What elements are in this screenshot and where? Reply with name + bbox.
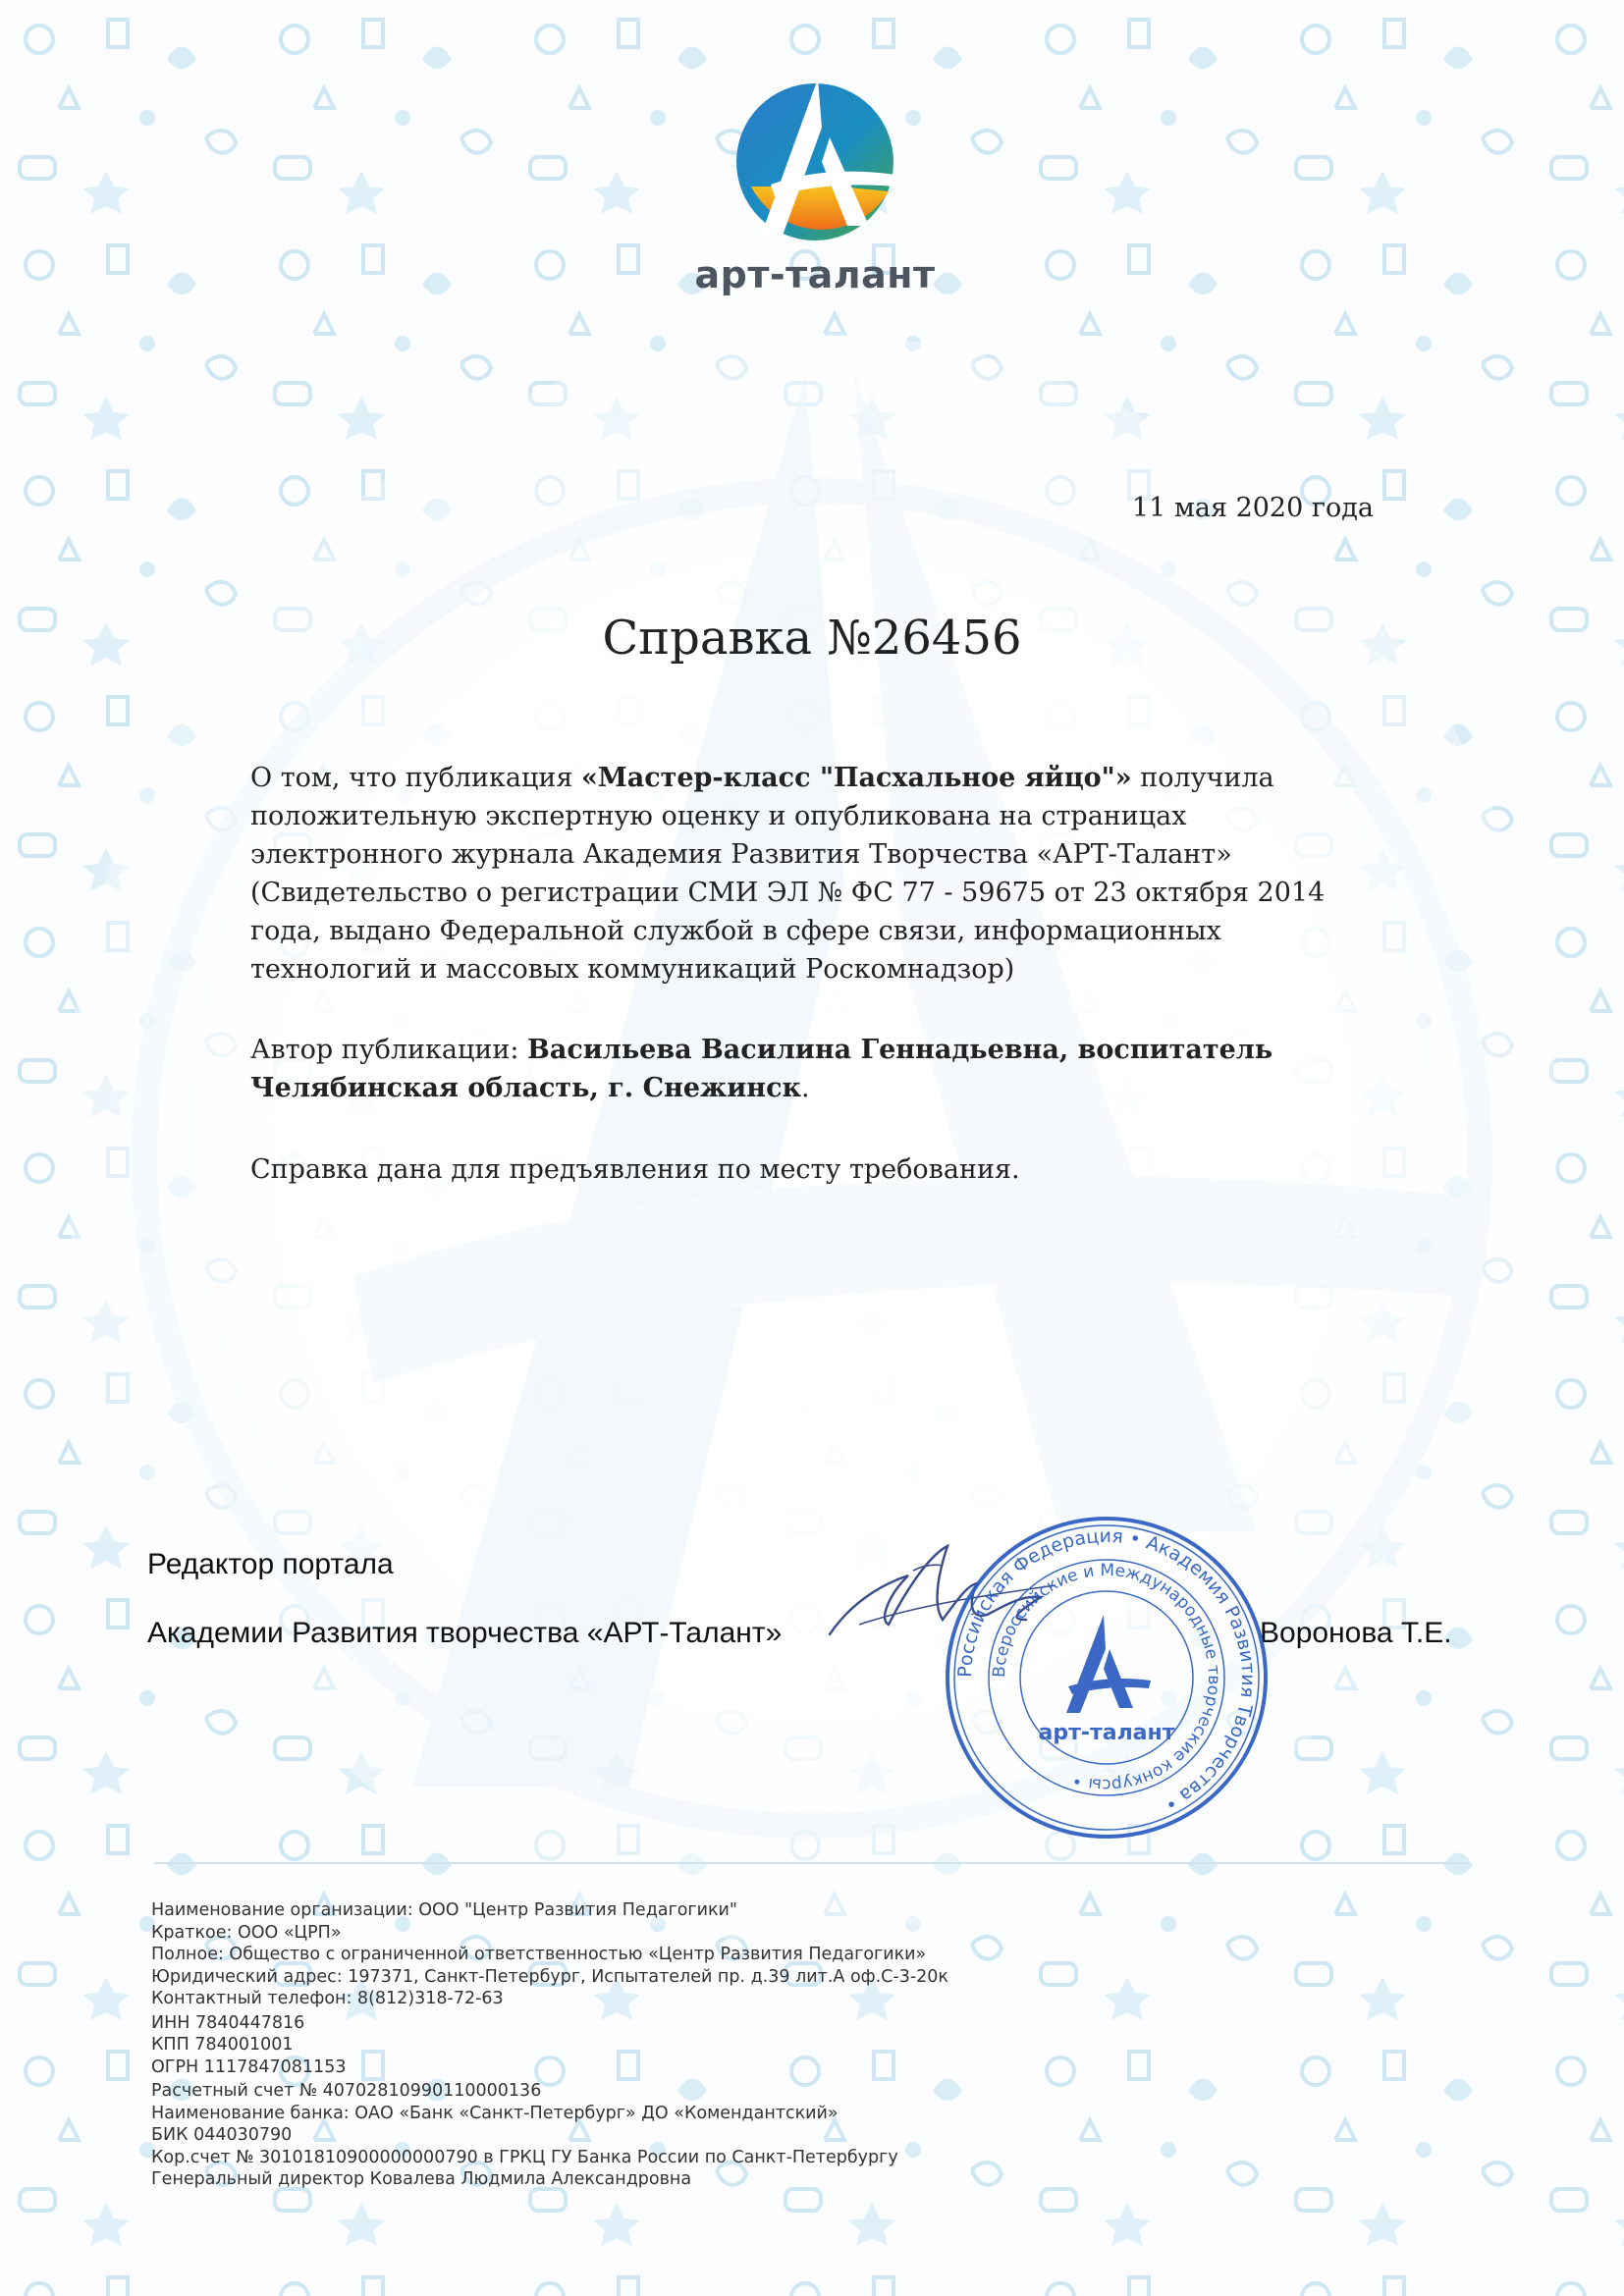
author-location: Челябинская область, г. Снежинск [250, 1073, 802, 1103]
footer-divider [154, 1862, 1468, 1864]
req-director: Генеральный директор Ковалева Людмила Александровна [151, 2169, 692, 2189]
req-account: Расчетный счет № 40702810990110000136 [151, 2081, 542, 2101]
req-bank: Наименование банка: ОАО «Банк «Санкт-Петербург» ДО «Комендантский» [151, 2103, 839, 2123]
req-ogrn: ОГРН 1117847081153 [151, 2056, 347, 2077]
signatory-role-line2: Академии Развития творчества «АРТ-Талант» [147, 1617, 783, 1649]
svg-text:Всероссийские и Международные [990, 1561, 1223, 1794]
req-kpp: КПП 784001001 [151, 2035, 294, 2055]
req-bik: БИК 044030790 [151, 2125, 293, 2145]
req-legal-address: Юридический адрес: 197371, Санкт-Петербург, Испытателей пр. д.39 лит.А оф.С-3-20к [151, 1966, 949, 1987]
page-title: Справка №26456 [602, 611, 1022, 666]
req-short-name: Краткое: ООО «ЦРП» [151, 1922, 342, 1943]
certificate-body [250, 759, 1380, 1189]
req-corr-account: Кор.счет № 30101810900000000790 в ГРКЦ ГУ Банка России по Санкт-Петербургу [151, 2147, 898, 2167]
issue-date: 11 мая 2020 года [1131, 493, 1374, 523]
company-logo [687, 69, 943, 353]
signatory-role-line1: Редактор портала [147, 1548, 394, 1580]
seal-outer-text: Российская Федерация • Академия Развития Творчества • [953, 1524, 1260, 1816]
author-name: Васильева Василина Геннадьевна, воспитатель [527, 1035, 1273, 1065]
logo-text: арт-талант [694, 253, 936, 296]
req-full-name: Полное: Общество с ограниченной ответственностью «Центр Развития Педагогики» [151, 1945, 927, 1964]
logo-emblem-icon [731, 69, 898, 245]
author-label: Автор публикации: [250, 1035, 527, 1065]
req-phone: Контактный телефон: 8(812)318-72-63 [151, 1989, 504, 2008]
company-requisites [151, 1899, 1428, 2191]
publication-title: «Мастер-класс "Пасхальное яйцо"» [580, 763, 1132, 793]
author-end: . [801, 1073, 810, 1103]
author-paragraph [250, 1031, 1380, 1107]
purpose-note: Справка дана для предъявления по месту требования. [250, 1154, 1020, 1185]
main-prefix: О том, что публикация [250, 763, 581, 793]
req-inn: ИНН 7840447816 [151, 2012, 305, 2033]
main-suffix: получила положительную экспертную оценку и опубликована на страницах электронного журнала Академия Развития Творчества «АРТ-Талант» (Свидетельство о регистрации СМИ ЭЛ № ФС 77 - 59675 от 23 октября 2014 года, выдано Федеральной службой в сфере связи, информационных технологий и массовых коммуникаций Роскомнадзор) [250, 763, 1326, 985]
seal-inner-text: Всероссийские и Международные творческие конкурсы • [989, 1560, 1224, 1795]
official-seal [941, 1512, 1272, 1843]
req-org-name: Наименование организации: ООО "Центр Развития Педагогики" [151, 1900, 737, 1920]
signatory-name: Воронова Т.Е. [1260, 1617, 1452, 1649]
seal-logo-text: арт-талант [1038, 1721, 1175, 1745]
main-paragraph [250, 759, 1380, 988]
